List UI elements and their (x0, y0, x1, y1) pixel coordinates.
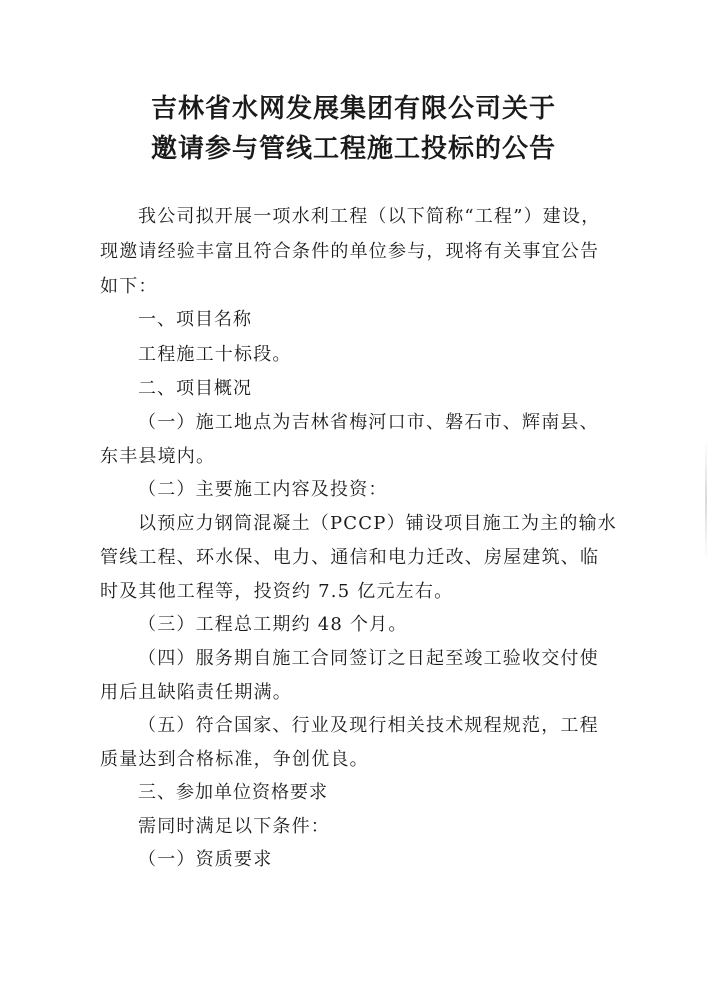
title-line-1: 吉林省水网发展集团有限公司关于 (150, 94, 556, 124)
section-2-item-2-line-3: 时及其他工程等，投资约 7.5 亿元左右。 (100, 581, 454, 602)
section-3-item-1: （一）资质要求 (138, 849, 273, 870)
title-line-2: 邀请参与管线工程施工投标的公告 (150, 134, 556, 164)
section-2-item-5-line-2: 质量达到合格标准，争创优良。 (100, 749, 369, 770)
section-2-heading: 二、项目概况 (138, 378, 252, 399)
section-2-item-3: （三）工程总工期约 48 个月。 (138, 614, 408, 635)
intro-line-3: 如下： (100, 276, 158, 297)
intro-line-1: 我公司拟开展一项水利工程（以下简称“工程”）建设， (138, 206, 601, 227)
section-2-item-1-line-1: （一）施工地点为吉林省梅河口市、磐石市、辉南县、 (138, 412, 599, 433)
section-2-item-2-heading: （二）主要施工内容及投资： (138, 479, 388, 500)
section-2-item-2-line-2: 管线工程、环水保、电力、通信和电力迁改、房屋建筑、临 (100, 547, 600, 568)
section-3-heading: 三、参加单位资格要求 (138, 782, 328, 803)
intro-line-2: 现邀请经验丰富且符合条件的单位参与，现将有关事宜公告 (100, 241, 600, 262)
section-2-item-2-line-1: 以预应力钢筒混凝土（PCCP）铺设项目施工为主的输水 (138, 513, 617, 534)
section-1-heading: 一、项目名称 (138, 309, 252, 330)
section-2-item-1-line-2: 东丰县境内。 (100, 446, 216, 467)
section-2-item-5-line-1: （五）符合国家、行业及现行相关技术规程规范，工程 (138, 715, 599, 736)
section-2-item-4-line-1: （四）服务期自施工合同签订之日起至竣工验收交付使 (138, 648, 599, 669)
section-3-text: 需同时满足以下条件： (138, 816, 330, 837)
section-2-item-4-line-2: 用后且缺陷责任期满。 (100, 682, 292, 703)
section-1-text: 工程施工十标段。 (138, 344, 292, 365)
